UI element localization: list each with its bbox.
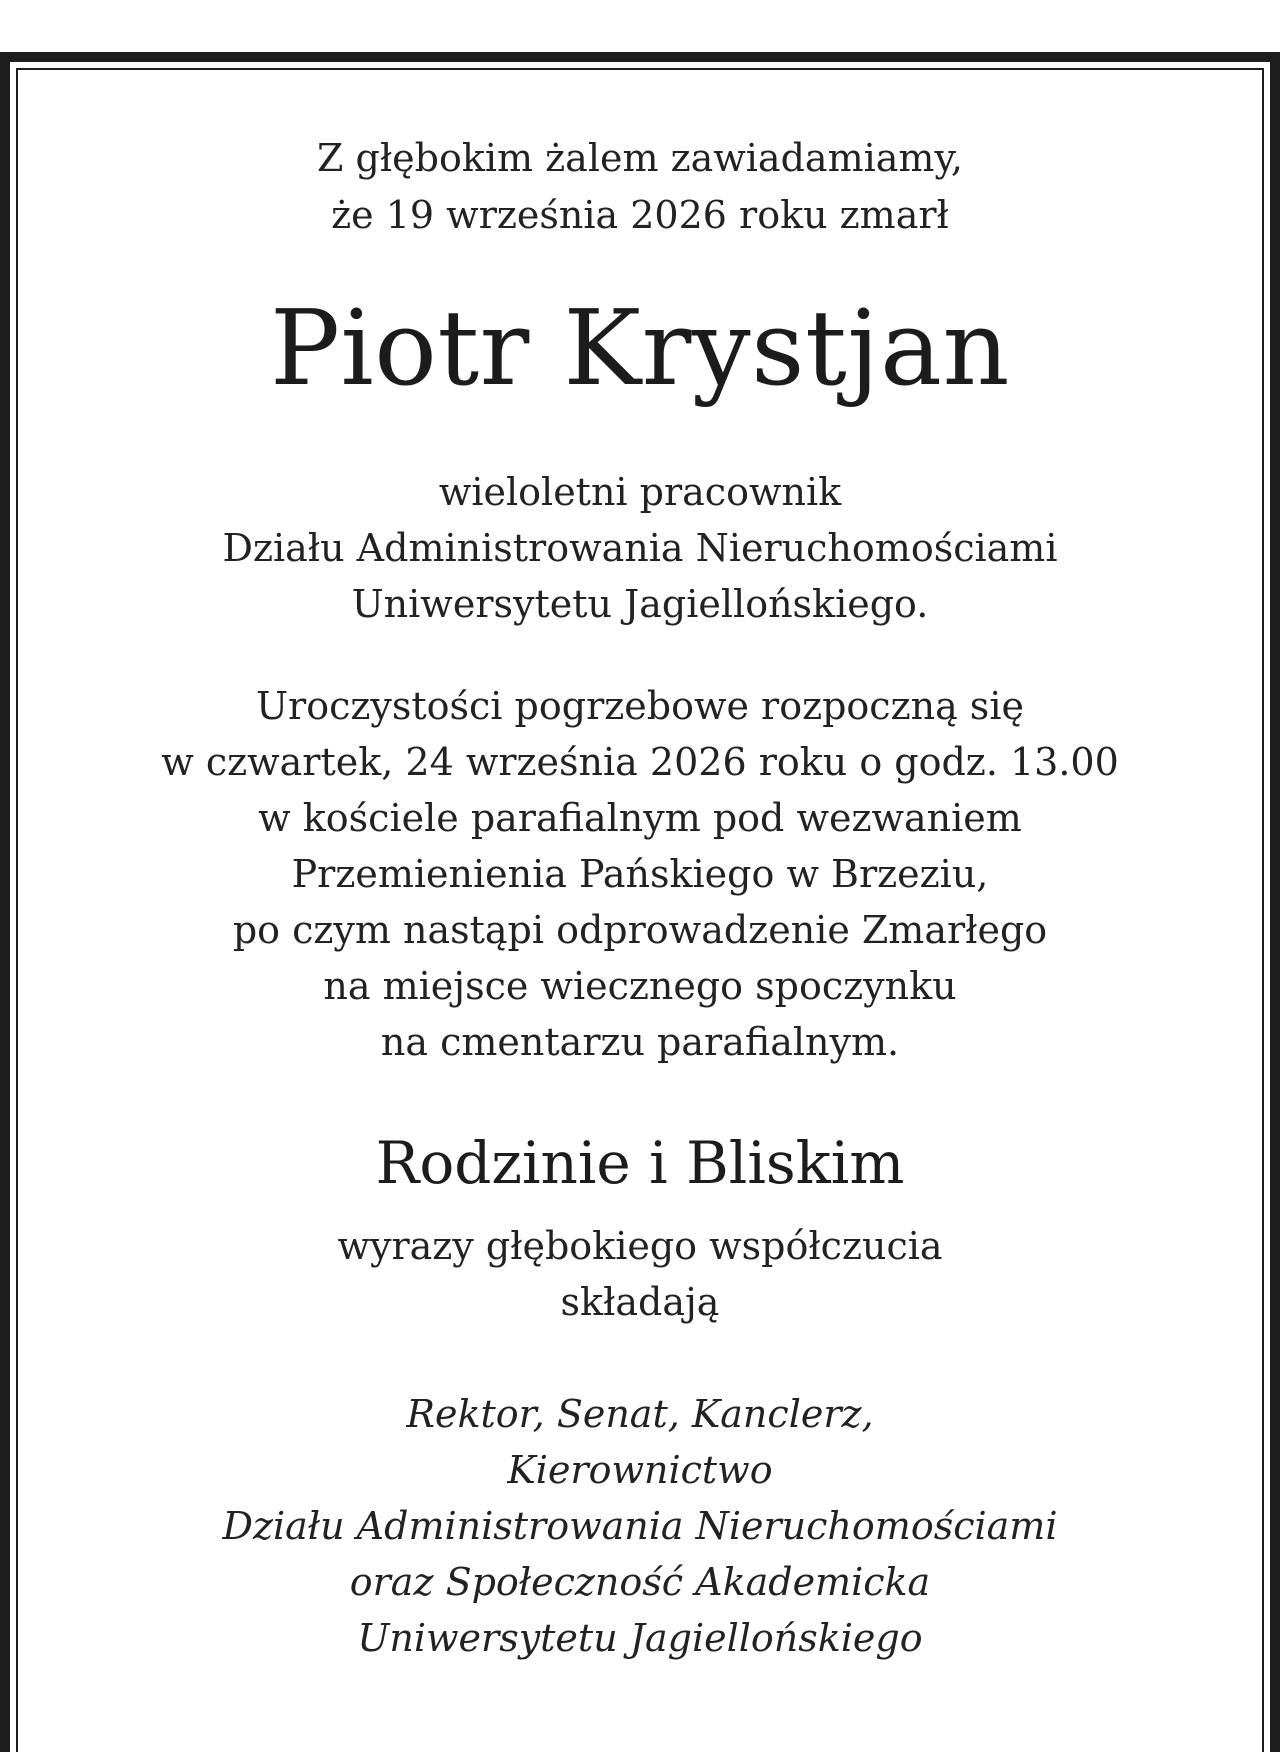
- signature-line: Działu Administrowania Nieruchomościami: [222, 1504, 1058, 1548]
- intro-line: Z głębokim żalem zawiadamiamy,: [317, 136, 963, 180]
- funeral-details: [18, 678, 1262, 1070]
- signature-line: oraz Społeczność Akademicka: [349, 1560, 931, 1604]
- condolences-line: wyrazy głębokiego współczucia: [337, 1224, 943, 1268]
- intro-text: [18, 130, 1262, 244]
- mourning-frame-outer: [0, 52, 1280, 1752]
- mourning-frame-inner: [16, 68, 1264, 1752]
- intro-line: że 19 września 2026 roku zmarł: [331, 193, 949, 237]
- obituary-content: [18, 130, 1262, 1666]
- funeral-line: na cmentarzu parafialnym.: [380, 1020, 900, 1064]
- condolences-text: [18, 1218, 1262, 1330]
- family-heading: Rodzinie i Bliskim: [375, 1129, 905, 1197]
- funeral-line: na miejsce wiecznego spoczynku: [323, 964, 957, 1008]
- role-line: Uniwersytetu Jagiellońskiego.: [351, 582, 929, 626]
- signature-line: Rektor, Senat, Kanclerz,: [406, 1392, 874, 1436]
- funeral-line: w kościele parafialnym pod wezwaniem: [258, 796, 1022, 840]
- role-text: [18, 464, 1262, 632]
- condolences-line: składają: [560, 1280, 720, 1324]
- signature-block: [18, 1386, 1262, 1666]
- funeral-line: w czwartek, 24 września 2026 roku o godz. 13.00: [161, 740, 1119, 784]
- funeral-line: po czym nastąpi odprowadzenie Zmarłego: [232, 908, 1048, 952]
- role-line: wieloletni pracownik: [438, 470, 842, 514]
- funeral-line: Przemienienia Pańskiego w Brzeziu,: [291, 852, 989, 896]
- funeral-line: Uroczystości pogrzebowe rozpoczną się: [256, 684, 1024, 728]
- role-line: Działu Administrowania Nieruchomościami: [222, 526, 1058, 570]
- deceased-name: Piotr Krystjan: [270, 287, 1010, 409]
- signature-line: Kierownictwo: [507, 1448, 773, 1492]
- signature-line: Uniwersytetu Jagiellońskiego: [357, 1616, 923, 1660]
